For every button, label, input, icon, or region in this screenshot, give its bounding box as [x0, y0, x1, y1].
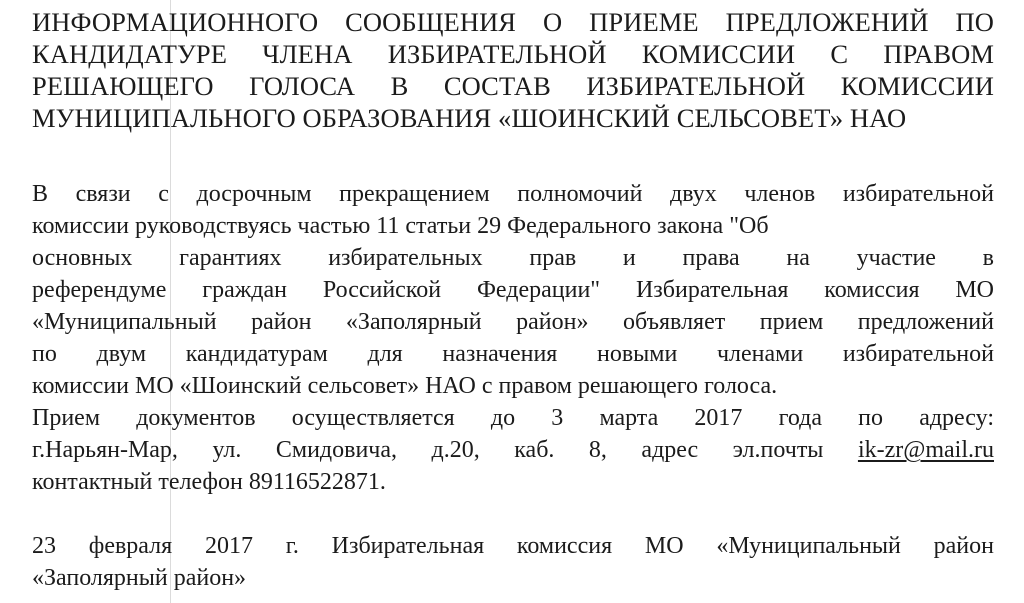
address-line [32, 434, 994, 466]
paragraph-line: комиссии руководствуясь частью 11 статьи 29 Федерального закона "Об [32, 213, 769, 239]
paragraph-line: Прием документов осуществляется до 3 марта 2017 года по адресу: [32, 405, 994, 431]
title-line-4: МУНИЦИПАЛЬНОГО ОБРАЗОВАНИЯ «ШОИНСКИЙ СЕЛЬСОВЕТ» НАО [32, 103, 907, 133]
title-line-2: КАНДИДАТУРЕ ЧЛЕНА ИЗБИРАТЕЛЬНОЙ КОМИССИИ С ПРАВОМ [32, 39, 994, 69]
email-link[interactable]: ik-zr@mail.ru [857, 437, 994, 463]
paragraph-line: референдуме граждан Российской Федерации" Избирательная комиссия МО [32, 277, 994, 303]
paragraph-gap [32, 498, 994, 530]
paragraph-line: основных гарантиях избирательных прав и права на участие в [32, 245, 994, 271]
paragraph-line: «Муниципальный район «Заполярный район» объявляет прием предложений [32, 309, 994, 335]
signature-line: «Заполярный район» [32, 565, 247, 591]
title-line-3: РЕШАЮЩЕГО ГОЛОСА В СОСТАВ ИЗБИРАТЕЛЬНОЙ КОМИССИИ [32, 71, 994, 101]
title-line-1: ИНФОРМАЦИОННОГО СООБЩЕНИЯ О ПРИЕМЕ ПРЕДЛОЖЕНИЙ ПО [32, 7, 994, 37]
paragraph-line: комиссии МО «Шоинский сельсовет» НАО с правом решающего голоса. [32, 373, 778, 399]
document-title [32, 0, 994, 134]
paragraph-line: по двум кандидатурам для назначения новыми членами избирательной [32, 341, 994, 367]
announcement-paragraph [32, 178, 994, 402]
signature-line: 23 февраля 2017 г. Избирательная комиссия МО «Муниципальный район [32, 533, 994, 559]
paragraph-line: В связи с досрочным прекращением полномочий двух членов избирательной [32, 181, 994, 207]
submission-paragraph [32, 402, 994, 498]
signature-block [32, 530, 994, 594]
document-body [32, 178, 994, 594]
document-page [32, 0, 994, 594]
phone-line: контактный телефон 89116522871. [32, 469, 386, 495]
address-text: г.Нарьян-Мар, ул. Смидовича, д.20, каб. 8, адрес эл.почты [32, 437, 858, 463]
